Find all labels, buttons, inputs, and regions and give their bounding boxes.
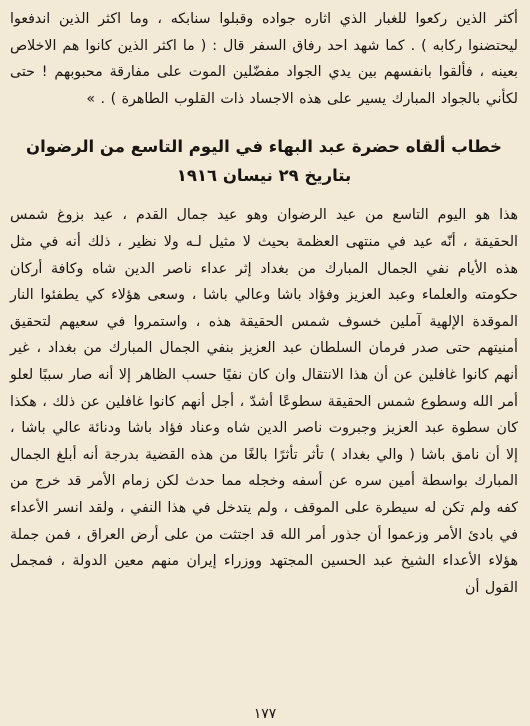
body-paragraph: هذا هو اليوم التاسع من عيد الرضوان وهو عيد جمال القدم ، عيد بزوغ شمس الحقيقة ، أنّه عيد في منتهى العظمة بحيث لا مثيل لـه ولا نظير ، ذلك أنه في مثل هذه الأيام نفي الجمال المبارك من بغداد إثر عداء ناصر الدين شاه وكافة أركان حكومته والعلماء وعبد العزيز وفؤاد باشا وعالي باشا ، وسعى هؤلاء كي يطفئوا النار الموقدة الإلهية آملين خسوف شمس الحقيقة هذه ، واستمروا في سعيهم لتحقيق أمنيتهم حتى صدر فرمان السلطان عبد العزيز بنفي الجمال المبارك من بغداد ، غير أنهم كانوا غافلين عن أن هذا الانتقال وان كان نفيًا حسب الظاهر إلا أنه صار سببًا لعلو أمر الله وسطوع شمس الحقيقة سطوعًا أشدّ ، أجل أنهم كانوا غافلين عن ذلك ، هكذا كان سطوة عبد العزيز وجبروت ناصر الدين شاه وعناد فؤاد باشا ودنائة عالي باشا ، إلا أن نامق باشا ( والي بغداد ) تأثر تأثرًا بالغًا من هذه القضية بدرجة أنه أبلغ الجمال المبارك بواسطة أمين سره عن أسفه وخجله مما حدث لكن زمام الأمر قد خرج من كفه ولم تكن له سيطرة على الموقف ، ولم يتدخل في هذا النفي ، ولقد انسر الأعداء في بادئ الأمر وزعموا أن جذور أمر الله قد اجتثت من على أرض العراق ، فمن جملة هؤلاء الأعداء الشيخ عبد الحسين المجتهد ووزراء إيران منهم معين الدولة ، فمجمل القول أن	[10, 207, 518, 596]
title-line-2: بتاريخ ٢٩ نيسان ١٩١٦	[176, 166, 352, 186]
page-number: ١٧٧	[253, 706, 277, 722]
quote-paragraph: أكثر الذين ركعوا للغبار الذي اثاره جواده وقبلوا سنابكه ، وما اكثر الذين اندفعوا ليحتضنوا ركابه ) . كما شهد احد رفاق السفر قال : ( ما اكثر الذين كانوا هم الاخلاص بعينه ، فألقوا بانفسهم بين يدي الجواد مفضّلين الموت على مفارقة محبوبهم ! حتى لكأني بالجواد المبارك يسير على هذه الاجساد ذات القلوب الطاهرة ) . »	[10, 11, 518, 107]
speech-title	[10, 132, 518, 190]
title-line-1: خطاب ألقاه حضرة عبد البهاء في اليوم التاسع من الرضوان	[26, 137, 502, 157]
